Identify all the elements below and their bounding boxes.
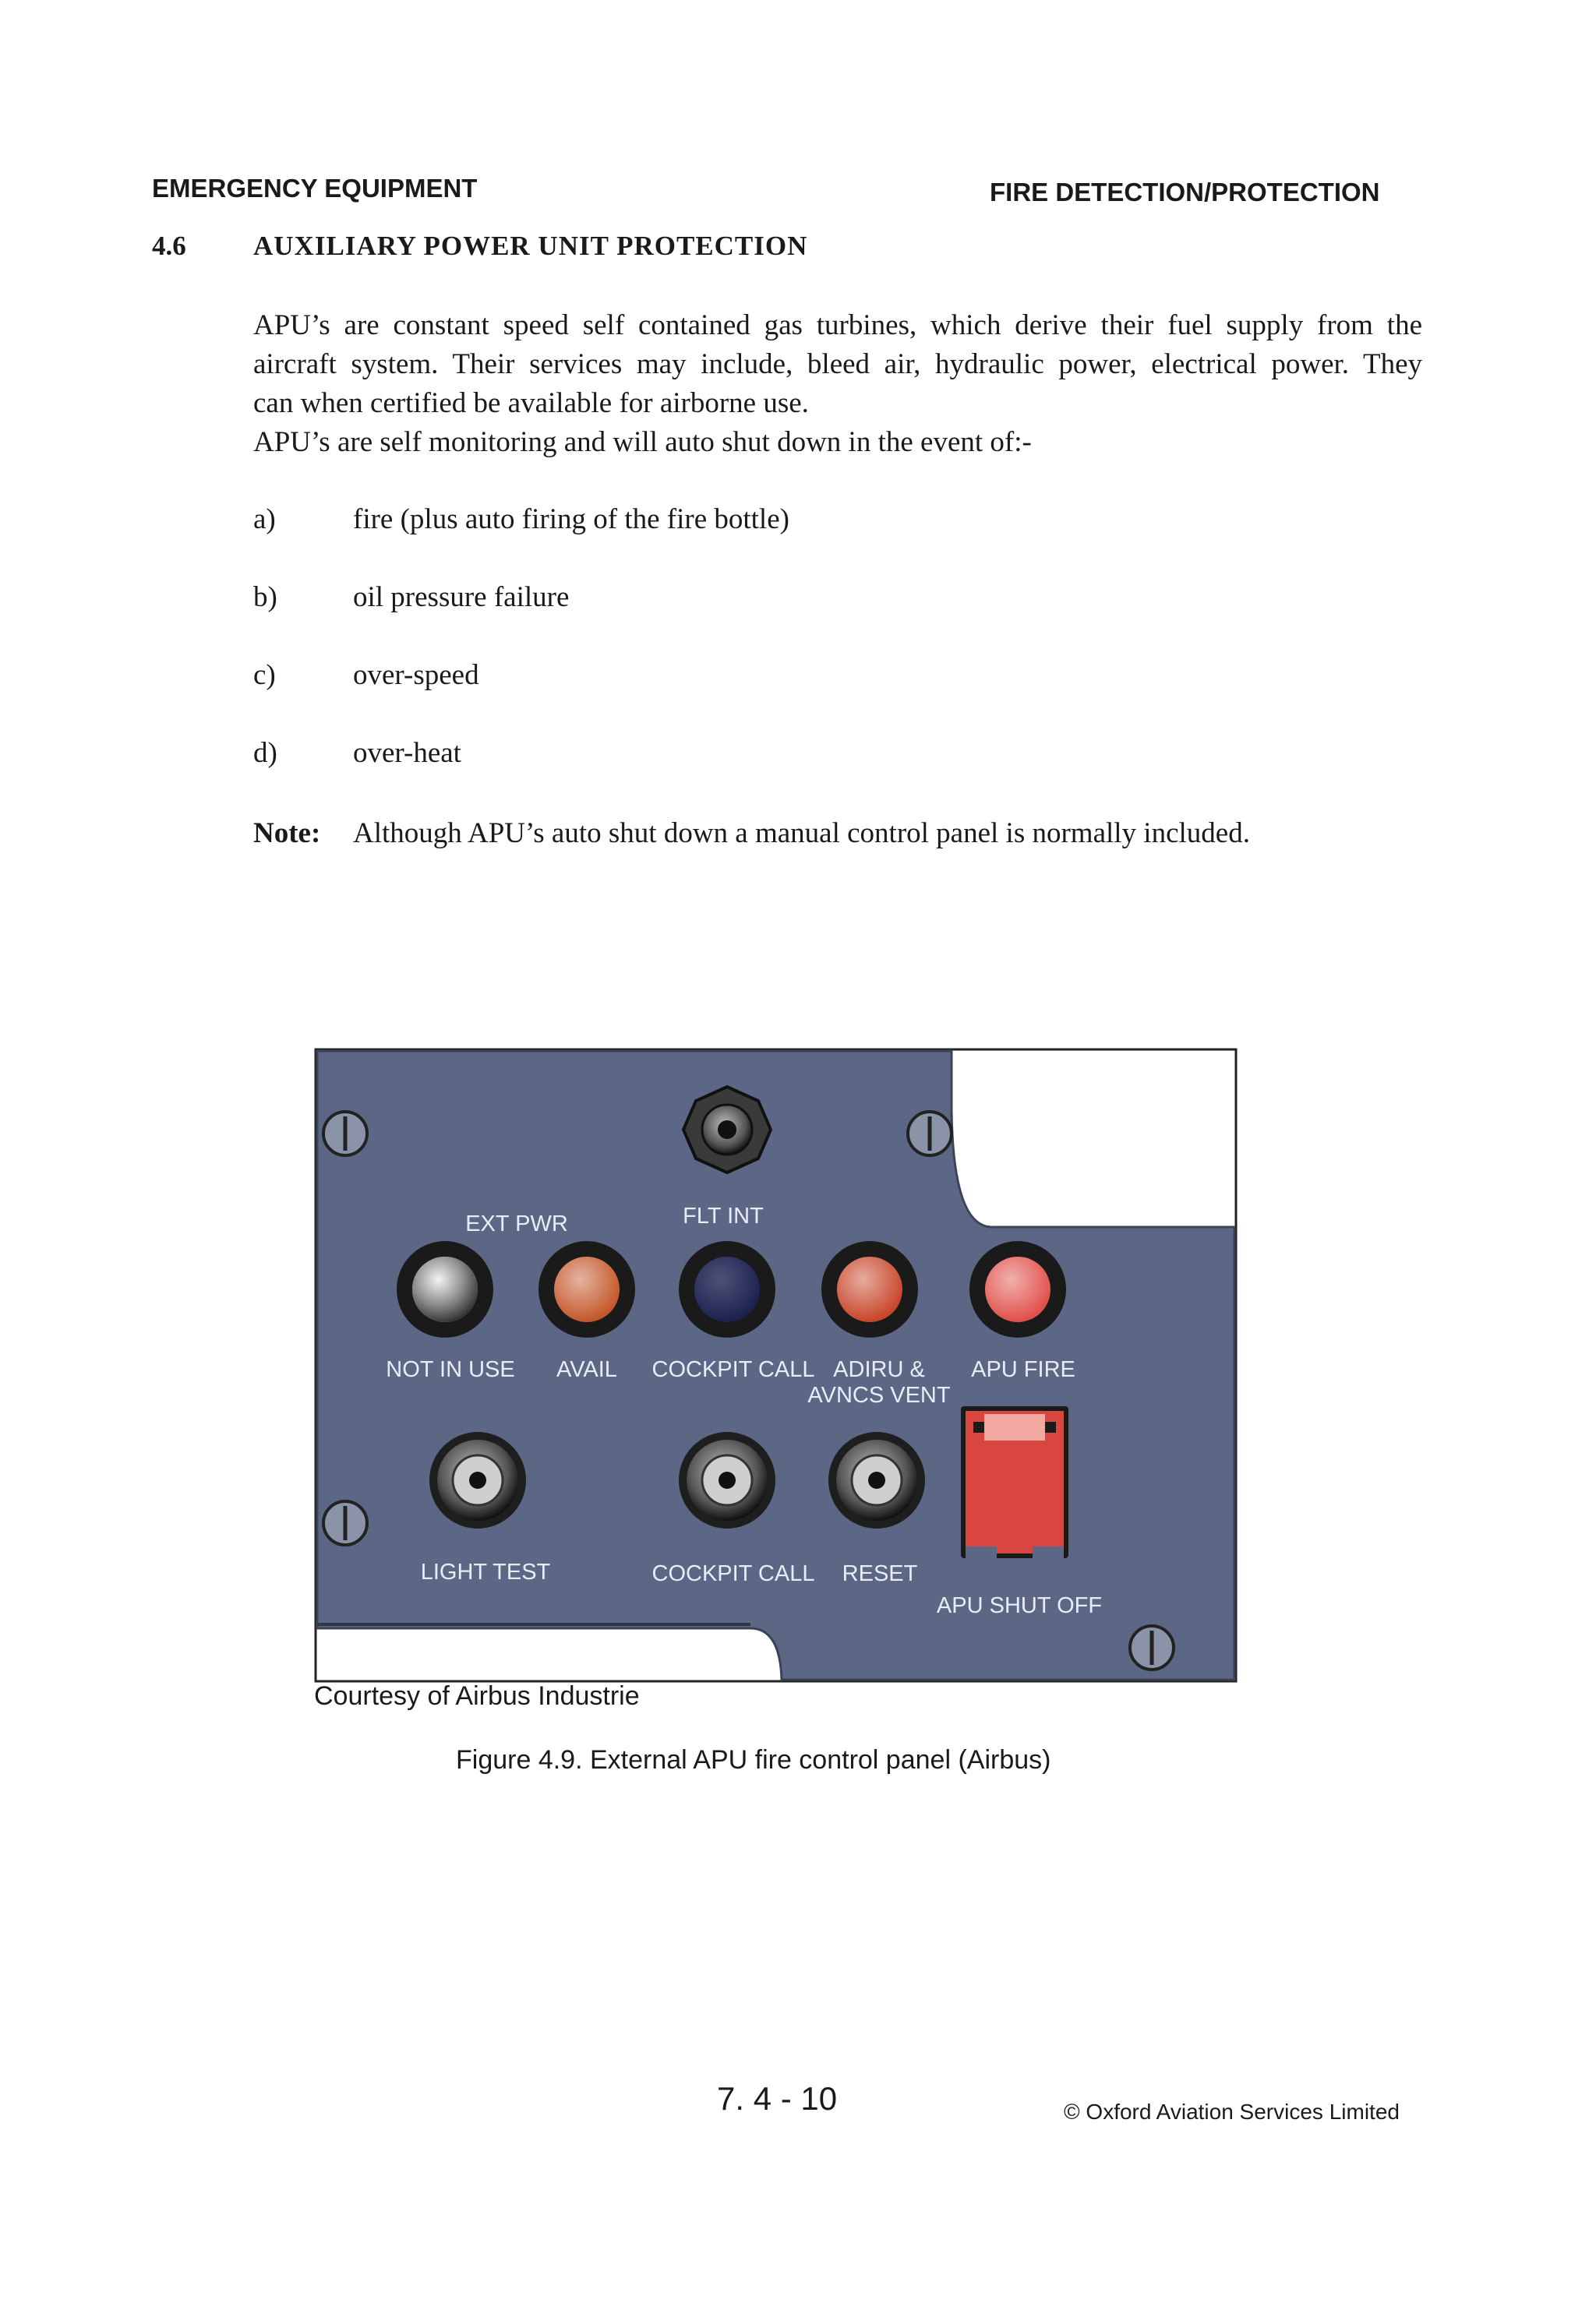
label-flt-int: FLT INT <box>683 1204 764 1229</box>
page-number: 7. 4 - 10 <box>717 2080 838 2117</box>
apu-panel-figure <box>314 1048 1238 1683</box>
list-marker: b) <box>253 581 277 613</box>
list-text: over-speed <box>353 659 479 691</box>
screw-icon <box>323 1501 367 1545</box>
label-ext-pwr: EXT PWR <box>465 1211 568 1236</box>
screw-icon <box>1130 1626 1174 1670</box>
header-left: EMERGENCY EQUIPMENT <box>152 174 478 203</box>
list-text: oil pressure failure <box>353 581 570 613</box>
list-text: fire (plus auto firing of the fire bottle) <box>353 503 789 535</box>
screw-icon <box>323 1112 367 1155</box>
list-text: over-heat <box>353 737 461 769</box>
reset-button[interactable] <box>828 1432 925 1529</box>
intro-line: can when certified be available for airborne use. <box>253 387 809 419</box>
section-title: AUXILIARY POWER UNIT PROTECTION <box>253 231 808 261</box>
label-cockpit-call-button: COCKPIT CALL <box>651 1561 815 1586</box>
intro-line: APU’s are self monitoring and will auto shut down in the event of:- <box>253 426 1032 458</box>
note-label: Note: <box>253 817 321 849</box>
intro-paragraph <box>253 307 1422 463</box>
section-number: 4.6 <box>152 231 186 261</box>
not-in-use-lamp <box>397 1241 493 1338</box>
label-light-test: LIGHT TEST <box>420 1560 551 1585</box>
copyright: © Oxford Aviation Services Limited <box>1064 2100 1400 2124</box>
label-avncs-vent: AVNCS VENT <box>807 1383 951 1408</box>
label-apu-fire: APU FIRE <box>971 1357 1075 1382</box>
apu-shut-off-switch[interactable] <box>961 1406 1068 1570</box>
header-right: FIRE DETECTION/PROTECTION <box>990 178 1380 206</box>
label-apu-shut-off: APU SHUT OFF <box>936 1593 1103 1618</box>
list-marker: d) <box>253 737 277 769</box>
intro-line: aircraft system. Their services may include, bleed air, hydraulic power, electrical power. They <box>253 348 1422 380</box>
apu-panel-illustration <box>314 1048 1238 1683</box>
label-adiru: ADIRU & <box>833 1357 925 1382</box>
label-not-in-use: NOT IN USE <box>386 1357 515 1382</box>
label-avail: AVAIL <box>556 1357 617 1382</box>
apu-fire-lamp <box>969 1241 1066 1338</box>
list-marker: a) <box>253 503 276 535</box>
flt-int-jack-icon <box>683 1087 771 1173</box>
screw-icon <box>908 1112 952 1155</box>
cockpit-call-button[interactable] <box>679 1432 775 1529</box>
label-cockpit-call: COCKPIT CALL <box>651 1357 815 1382</box>
list-marker: c) <box>253 659 276 691</box>
label-reset: RESET <box>842 1561 918 1586</box>
note-text: Although APU’s auto shut down a manual control panel is normally included. <box>353 817 1250 849</box>
cockpit-call-lamp <box>679 1241 775 1338</box>
avail-lamp <box>538 1241 635 1338</box>
intro-line: APU’s are constant speed self contained gas turbines, which derive their fuel supply from the <box>253 309 1422 341</box>
adiru-avncs-vent-lamp <box>821 1241 918 1338</box>
figure-caption: Figure 4.9. External APU fire control panel (Airbus) <box>456 1745 1051 1775</box>
light-test-button[interactable] <box>429 1432 526 1529</box>
figure-credit: Courtesy of Airbus Industrie <box>314 1681 640 1711</box>
